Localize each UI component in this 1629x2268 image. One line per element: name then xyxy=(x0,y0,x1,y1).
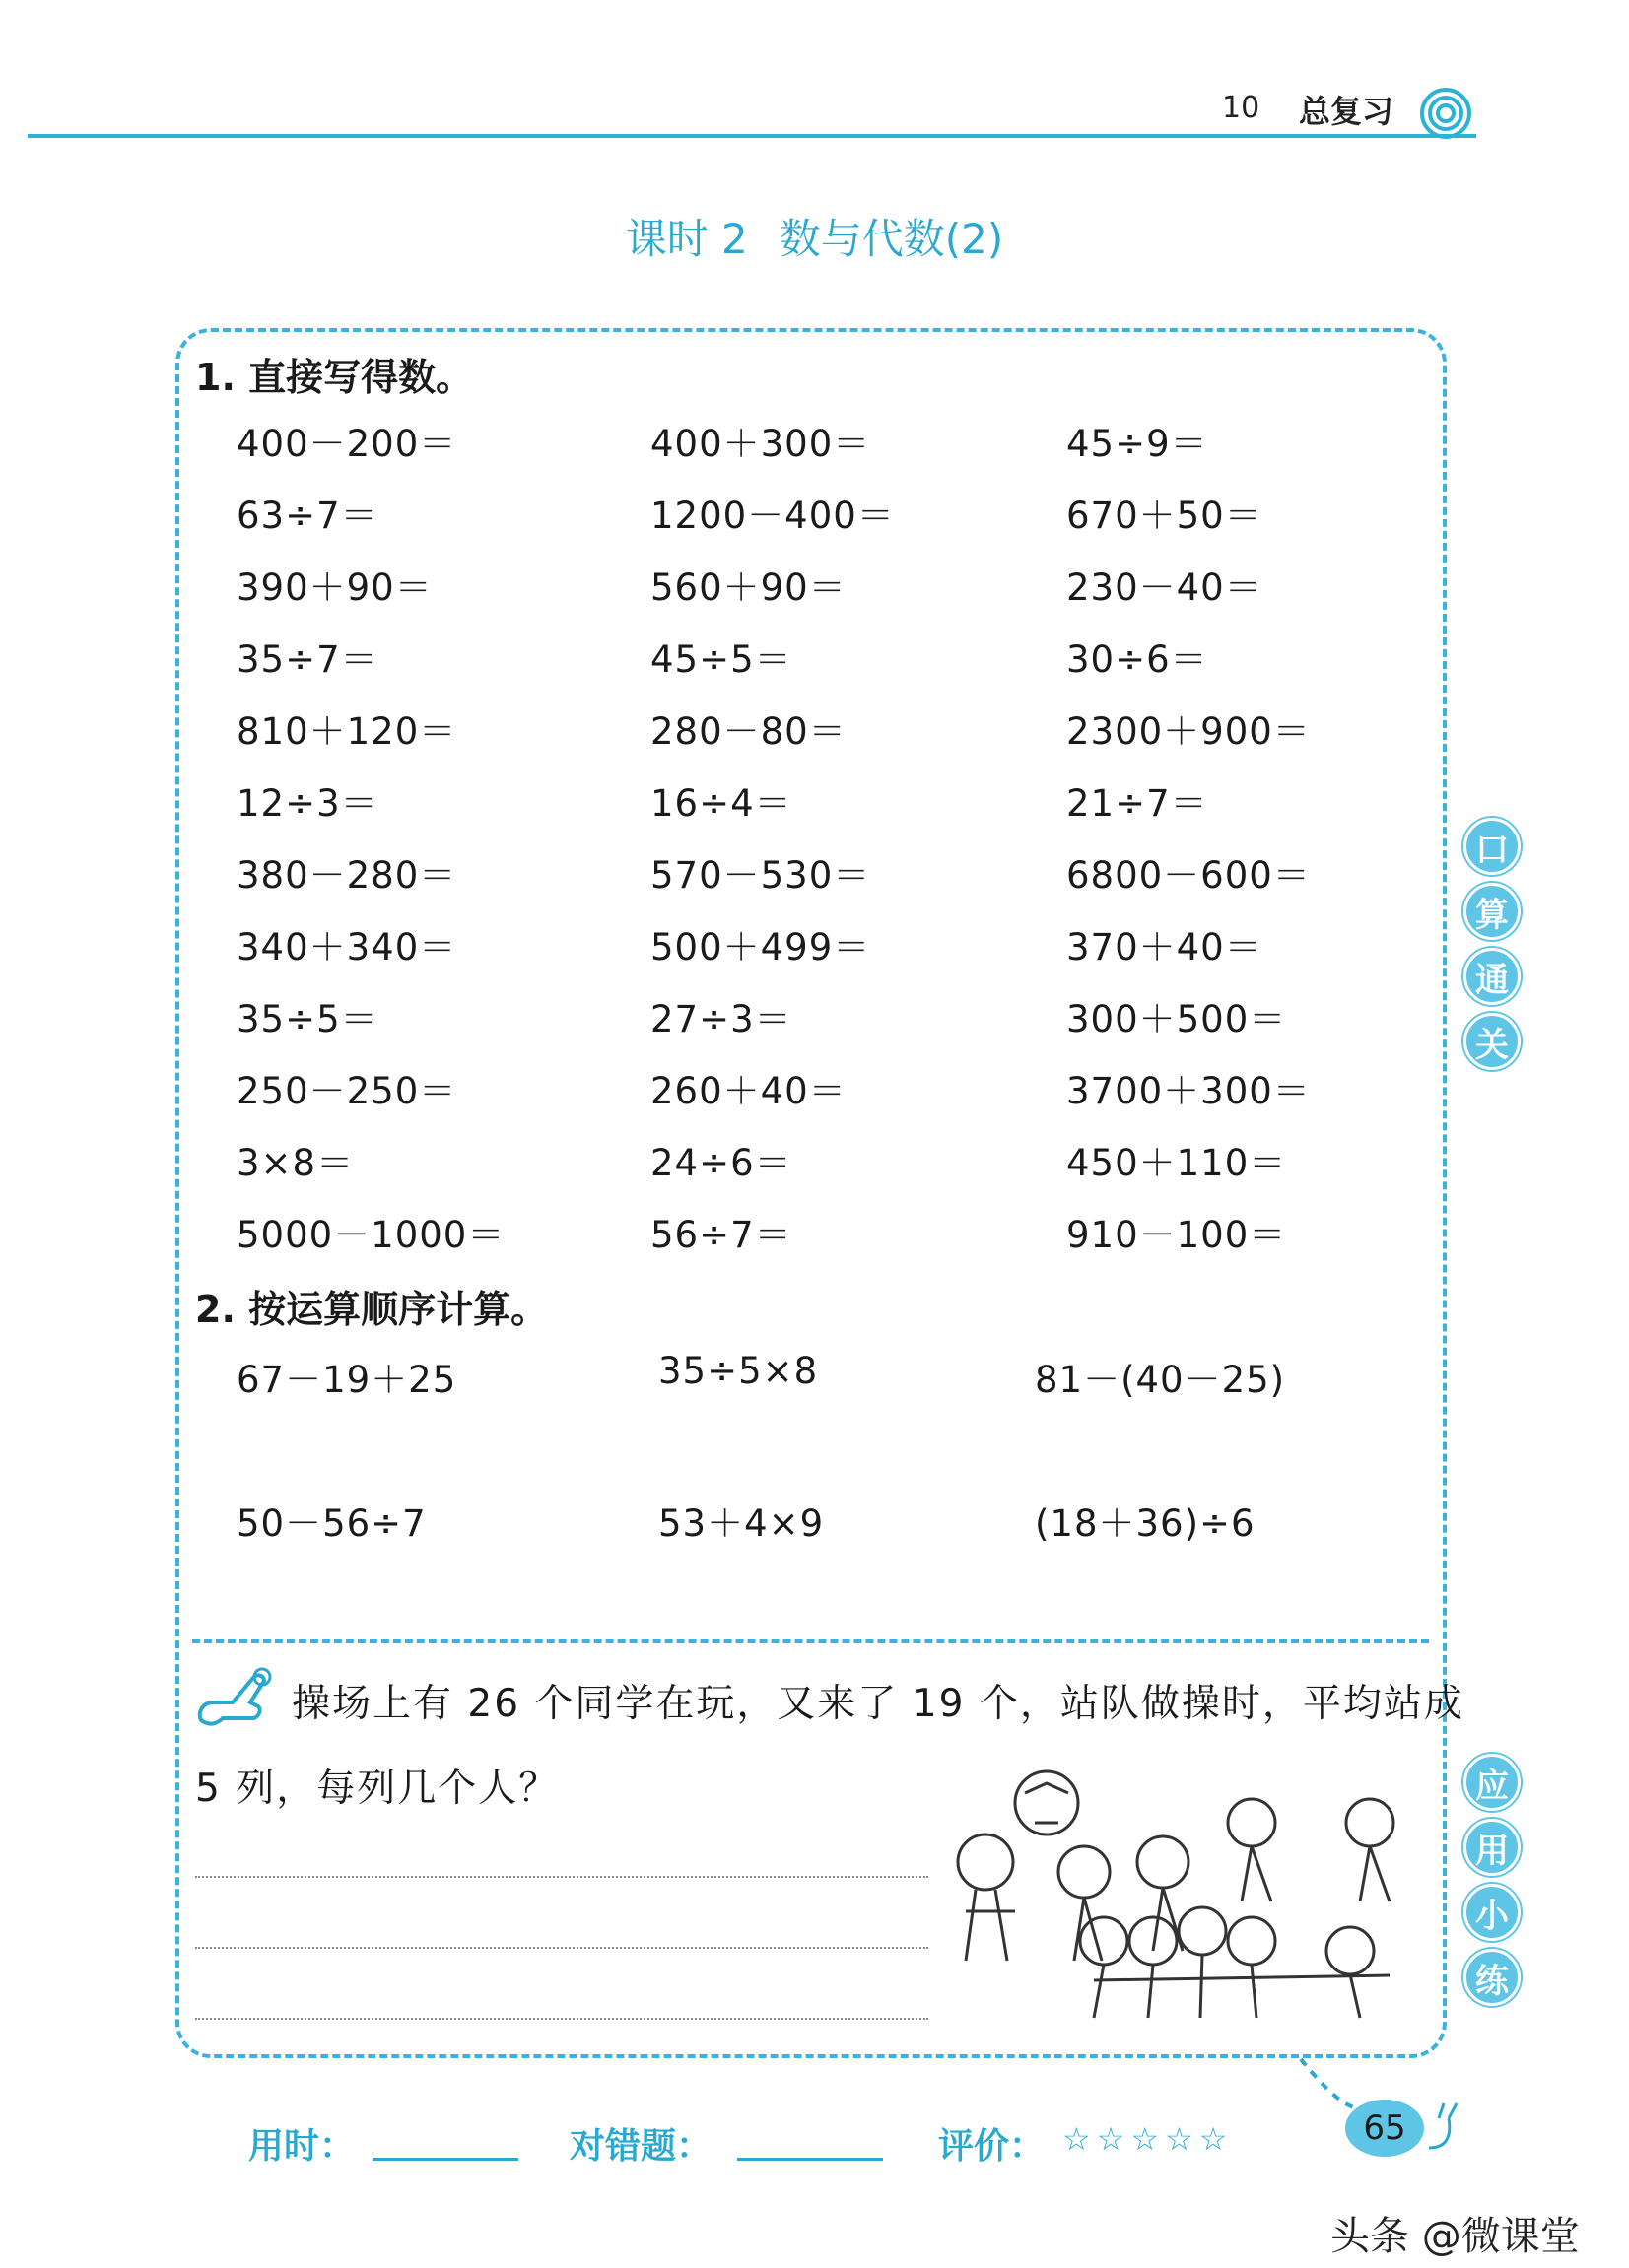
snail-icon xyxy=(1281,2049,1459,2168)
math-problem: 45÷5＝ xyxy=(650,638,792,681)
answer-line[interactable] xyxy=(195,1947,928,1949)
errors-input[interactable] xyxy=(737,2158,883,2161)
math-problem: 400＋300＝ xyxy=(650,423,871,465)
spiral-icon xyxy=(1419,87,1472,140)
math-problem: 24÷6＝ xyxy=(650,1142,792,1184)
lesson-title xyxy=(0,207,1629,266)
math-problem: 35÷7＝ xyxy=(237,638,378,681)
children-playing-illustration xyxy=(936,1754,1419,2020)
math-problem: 16÷4＝ xyxy=(650,782,792,825)
word-problem-line2: 5 列，每列几个人？ xyxy=(195,1767,560,1811)
rating-stars[interactable]: ☆☆☆☆☆ xyxy=(1062,2120,1234,2158)
calc-problem: 35÷5×8 xyxy=(658,1350,819,1392)
calc-problem: (18＋36)÷6 xyxy=(1035,1502,1256,1545)
rating-label: 评价： xyxy=(938,2126,1046,2167)
time-label: 用时： xyxy=(248,2126,356,2167)
side-tab-oral: 算 xyxy=(1463,883,1521,940)
math-problem: 260＋40＝ xyxy=(650,1070,847,1112)
side-tab-applied: 练 xyxy=(1463,1949,1521,2006)
lesson-name: 数与代数(2) xyxy=(779,215,1004,263)
math-problem: 2300＋900＝ xyxy=(1066,710,1311,753)
section-divider xyxy=(192,1639,1429,1643)
side-tab-oral: 通 xyxy=(1463,948,1521,1005)
math-problem: 670＋50＝ xyxy=(1066,495,1262,537)
math-problem: 910－100＝ xyxy=(1066,1214,1287,1256)
math-problem: 21÷7＝ xyxy=(1066,782,1208,825)
math-problem: 6800－600＝ xyxy=(1066,854,1311,897)
errors-label: 对错题： xyxy=(570,2126,713,2167)
side-tab-applied: 小 xyxy=(1463,1884,1521,1941)
pointing-hand-icon xyxy=(193,1663,276,1734)
exercise2-title: 2. 按运算顺序计算。 xyxy=(195,1288,549,1331)
watermark: 头条 @微课堂 xyxy=(1330,2214,1580,2259)
side-tab-applied: 应 xyxy=(1463,1754,1521,1811)
book-page-number: 65 xyxy=(1345,2100,1424,2157)
header-divider xyxy=(28,134,1476,138)
exercise1-title: 1. 直接写得数。 xyxy=(195,356,474,399)
calc-problem: 50－56÷7 xyxy=(237,1502,427,1545)
math-problem: 30÷6＝ xyxy=(1066,638,1208,681)
calc-problem: 53＋4×9 xyxy=(658,1502,825,1545)
word-problem-line1: 操场上有 26 个同学在玩，又来了 19 个，站队做操时，平均站成 xyxy=(292,1682,1464,1726)
math-problem: 280－80＝ xyxy=(650,710,847,753)
header-section-title: 总复习 xyxy=(1299,93,1394,130)
math-problem: 500＋499＝ xyxy=(650,926,871,968)
answer-line[interactable] xyxy=(195,2018,928,2020)
math-problem: 400－200＝ xyxy=(237,423,457,465)
math-problem: 5000－1000＝ xyxy=(237,1214,506,1256)
math-problem: 380－280＝ xyxy=(237,854,457,897)
answer-line[interactable] xyxy=(195,1876,928,1878)
math-problem: 35÷5＝ xyxy=(237,998,378,1040)
math-problem: 56÷7＝ xyxy=(650,1214,792,1256)
side-tab-applied: 用 xyxy=(1463,1819,1521,1876)
calc-problem: 81－(40－25) xyxy=(1035,1359,1286,1401)
math-problem: 1200－400＝ xyxy=(650,495,895,537)
math-problem: 27÷3＝ xyxy=(650,998,792,1040)
math-problem: 450＋110＝ xyxy=(1066,1142,1287,1184)
math-problem: 560＋90＝ xyxy=(650,567,847,609)
math-problem: 300＋500＝ xyxy=(1066,998,1287,1040)
header-page-number: 10 xyxy=(1222,91,1260,125)
time-input[interactable] xyxy=(373,2158,518,2161)
math-problem: 63÷7＝ xyxy=(237,495,378,537)
math-problem: 340＋340＝ xyxy=(237,926,457,968)
math-problem: 250－250＝ xyxy=(237,1070,457,1112)
math-problem: 3700＋300＝ xyxy=(1066,1070,1311,1112)
math-problem: 230－40＝ xyxy=(1066,567,1262,609)
math-problem: 3×8＝ xyxy=(237,1142,355,1184)
calc-problem: 67－19＋25 xyxy=(237,1359,457,1401)
side-tab-oral: 关 xyxy=(1463,1013,1521,1070)
math-problem: 390＋90＝ xyxy=(237,567,433,609)
math-problem: 45÷9＝ xyxy=(1066,423,1208,465)
math-problem: 570－530＝ xyxy=(650,854,871,897)
math-problem: 12÷3＝ xyxy=(237,782,378,825)
math-problem: 810＋120＝ xyxy=(237,710,457,753)
side-tab-oral: 口 xyxy=(1463,818,1521,875)
math-problem: 370＋40＝ xyxy=(1066,926,1262,968)
lesson-number: 课时 2 xyxy=(625,215,748,263)
